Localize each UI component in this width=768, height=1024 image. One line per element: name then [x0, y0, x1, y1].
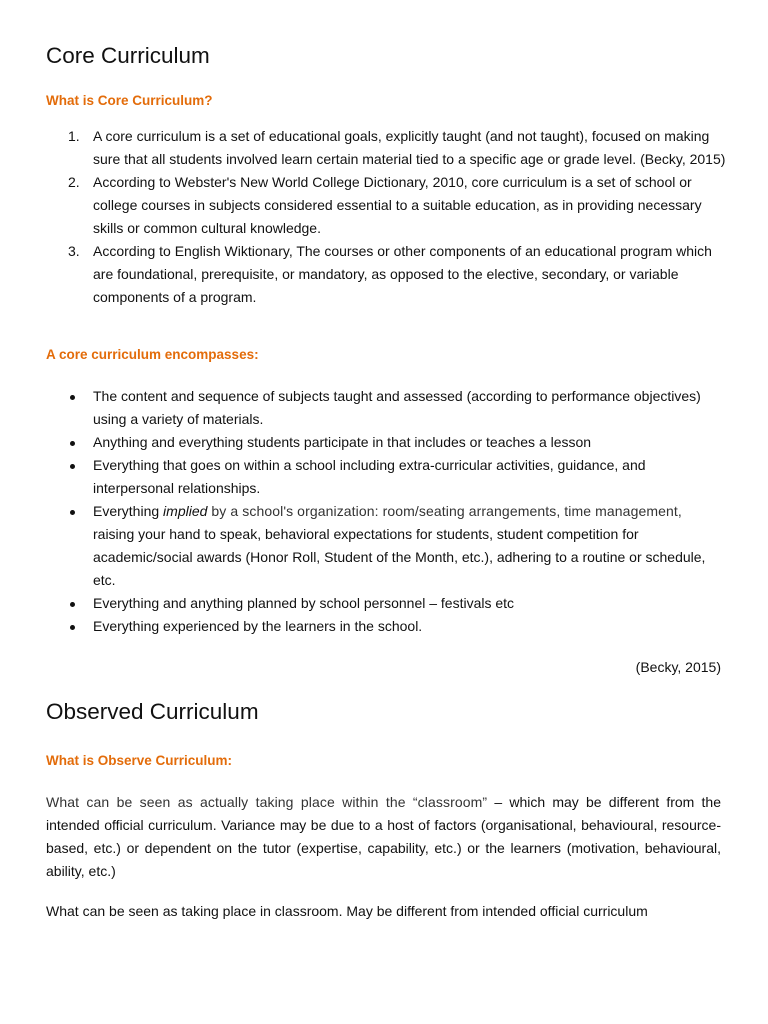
definition-text: A core curriculum is a set of educational goals, explicitly taught (and not taught), focused on making sure that all students involved learn certain material tied to a specific age or grade level. (Becky, 2015)	[93, 128, 726, 167]
list-item-text: The content and sequence of subjects taught and assessed (according to performance objectives) using a variety of materials.	[93, 388, 701, 427]
implied-light-text: by a school's organization: room/seating arrangements, time management,	[207, 503, 682, 519]
list-item	[46, 125, 726, 171]
list-item-text: Everything and anything planned by school personnel – festivals etc	[93, 595, 515, 611]
bullet-icon	[70, 510, 75, 515]
encompasses-list	[46, 385, 726, 638]
observed-paragraph-light: What can be seen as actually taking place within the “classroom”	[46, 794, 488, 810]
list-item	[46, 615, 726, 638]
list-number: 2.	[68, 174, 80, 190]
implied-emphasis: implied	[163, 503, 208, 519]
observed-paragraph-rest: – which may be different from the intended official curriculum. Variance may be due to a host of factors (organisational, behavioural, resource-based, etc.) or dependent on the tutor (expertise, capability, etc.) or the learners (motivation, behavioural, ability, etc.)	[46, 794, 722, 879]
list-item-text: Anything and everything students participate in that includes or teaches a lesson	[93, 434, 592, 450]
encompasses-heading: A core curriculum encompasses:	[46, 347, 259, 362]
list-item	[46, 240, 726, 309]
list-item	[46, 500, 726, 592]
list-item	[46, 592, 726, 615]
list-item	[46, 454, 726, 500]
list-item	[46, 171, 726, 240]
bullet-icon	[70, 625, 75, 630]
implied-rest: raising your hand to speak, behavioral expectations for students, student competition for academic/social awards (Honor Roll, Student of the Month, etc.), adhering to a routine or schedule, etc.	[93, 526, 706, 588]
implied-before: Everything	[93, 503, 164, 519]
core-question-heading: What is Core Curriculum?	[46, 93, 213, 108]
list-number: 3.	[68, 243, 80, 259]
list-item	[46, 431, 726, 454]
observed-curriculum-title: Observed Curriculum	[46, 699, 259, 724]
observed-summary: What can be seen as taking place in classroom. May be different from intended official curriculum	[46, 903, 648, 919]
observed-question-heading: What is Observe Curriculum:	[46, 753, 233, 768]
definition-text: According to English Wiktionary, The courses or other components of an educational program which are foundational, prerequisite, or mandatory, as opposed to the elective, secondary, or variable components of a program.	[93, 243, 712, 305]
core-curriculum-title: Core Curriculum	[46, 43, 210, 68]
bullet-icon	[70, 441, 75, 446]
list-item-text: Everything that goes on within a school including extra-curricular activities, guidance, and interpersonal relationships.	[93, 457, 646, 496]
list-item	[46, 385, 726, 431]
bullet-icon	[70, 602, 75, 607]
definition-text: According to Webster's New World College Dictionary, 2010, core curriculum is a set of school or college courses in subjects considered essential to a suitable education, as in providing necessary skills or common cultural knowledge.	[93, 174, 702, 236]
bullet-icon	[70, 464, 75, 469]
list-number: 1.	[68, 128, 80, 144]
citation: (Becky, 2015)	[635, 659, 721, 675]
bullet-icon	[70, 395, 75, 400]
list-item-text: Everything experienced by the learners in the school.	[93, 618, 423, 634]
observed-paragraph	[46, 791, 721, 883]
core-definitions-list	[46, 125, 726, 309]
